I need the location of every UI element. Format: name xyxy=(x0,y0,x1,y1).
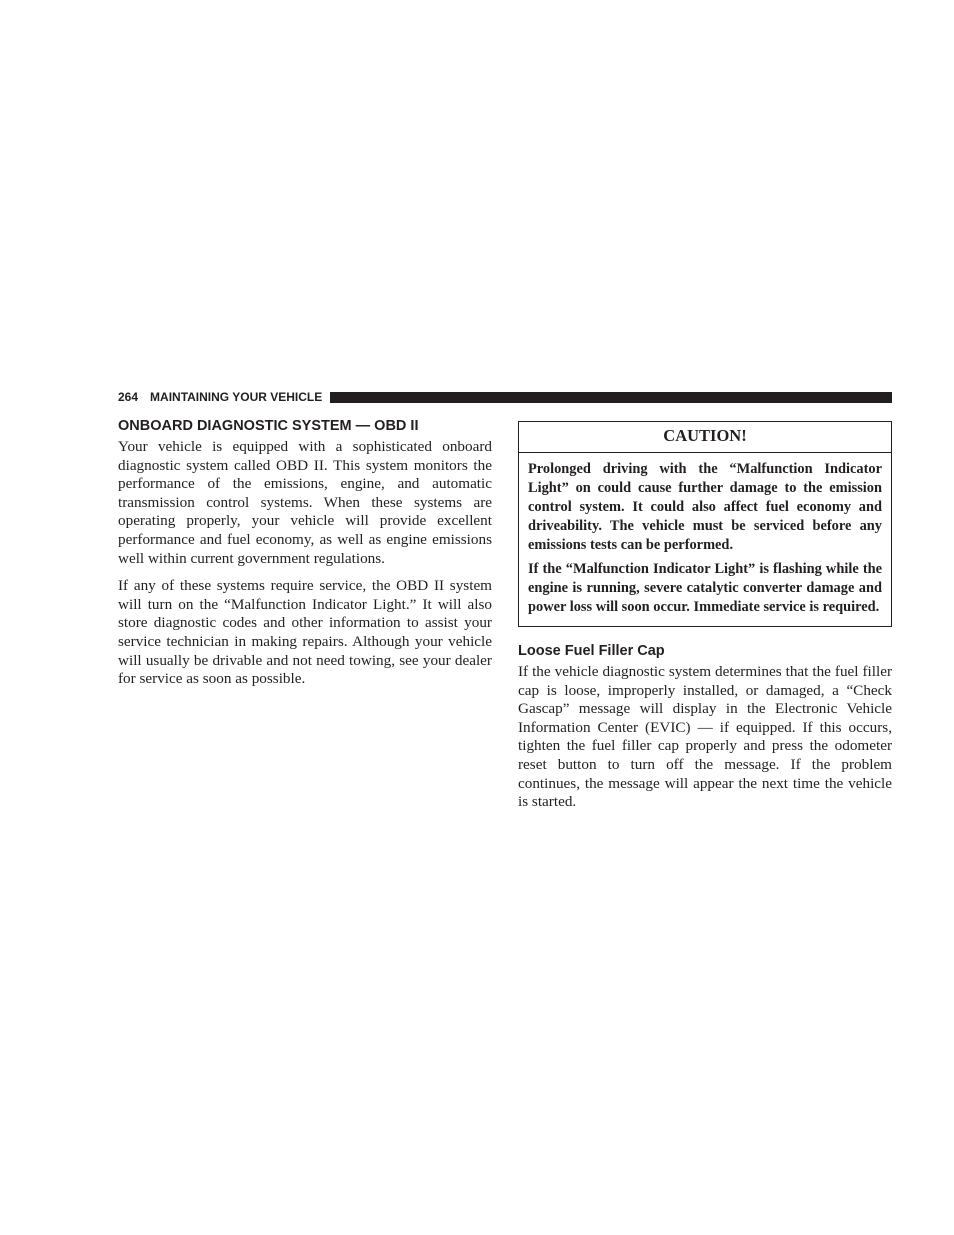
obd-paragraph-2: If any of these systems require service, the OBD II system will turn on the “Malfunction Indicator Light.” It will also store diagnostic codes and other information to assist your service technician in making repairs. Although your vehicle will usually be drivable and not need towing, see your dealer for service as soon as possible. xyxy=(118,577,492,688)
page-header xyxy=(118,389,892,405)
obd-paragraph-1: Your vehicle is equipped with a sophisticated onboard diagnostic system called OBD II. This system monitors the performance of the emissions, engine, and automatic transmission control systems. When these systems are operating properly, your vehicle will provide excellent performance and fuel economy, as well as engine emissions well within current government regulations. xyxy=(118,438,492,567)
header-rule xyxy=(330,392,892,403)
caution-title: CAUTION! xyxy=(519,422,891,453)
page-number: 264 xyxy=(118,390,139,404)
caution-paragraph-1: Prolonged driving with the “Malfunction Indicator Light” on could cause further damage to the emission control system. It could also affect fuel economy and driveability. The vehicle must be serviced before any emissions tests can be performed. xyxy=(528,461,882,553)
obd-heading: ONBOARD DIAGNOSTIC SYSTEM — OBD II xyxy=(118,418,419,434)
left-column xyxy=(118,417,492,689)
gascap-heading: Loose Fuel Filler Cap xyxy=(518,643,665,659)
section-title: MAINTAINING YOUR VEHICLE xyxy=(150,390,323,404)
gascap-paragraph: If the vehicle diagnostic system determines that the fuel filler cap is loose, improperly installed, or damaged, a “Check Gascap” message will display in the Electronic Vehicle Information Center (EVIC) — if equipped. If this occurs, tighten the fuel filler cap properly and press the odometer reset button to turn off the message. If the problem continues, the message will appear the next time the vehicle is started. xyxy=(518,663,892,811)
caution-box xyxy=(518,421,892,627)
caution-paragraph-2: If the “Malfunction Indicator Light” is flashing while the engine is running, severe catalytic converter damage and power loss will soon occur. Immediate service is required. xyxy=(528,561,882,615)
right-column xyxy=(518,421,892,812)
caution-body xyxy=(519,453,891,626)
